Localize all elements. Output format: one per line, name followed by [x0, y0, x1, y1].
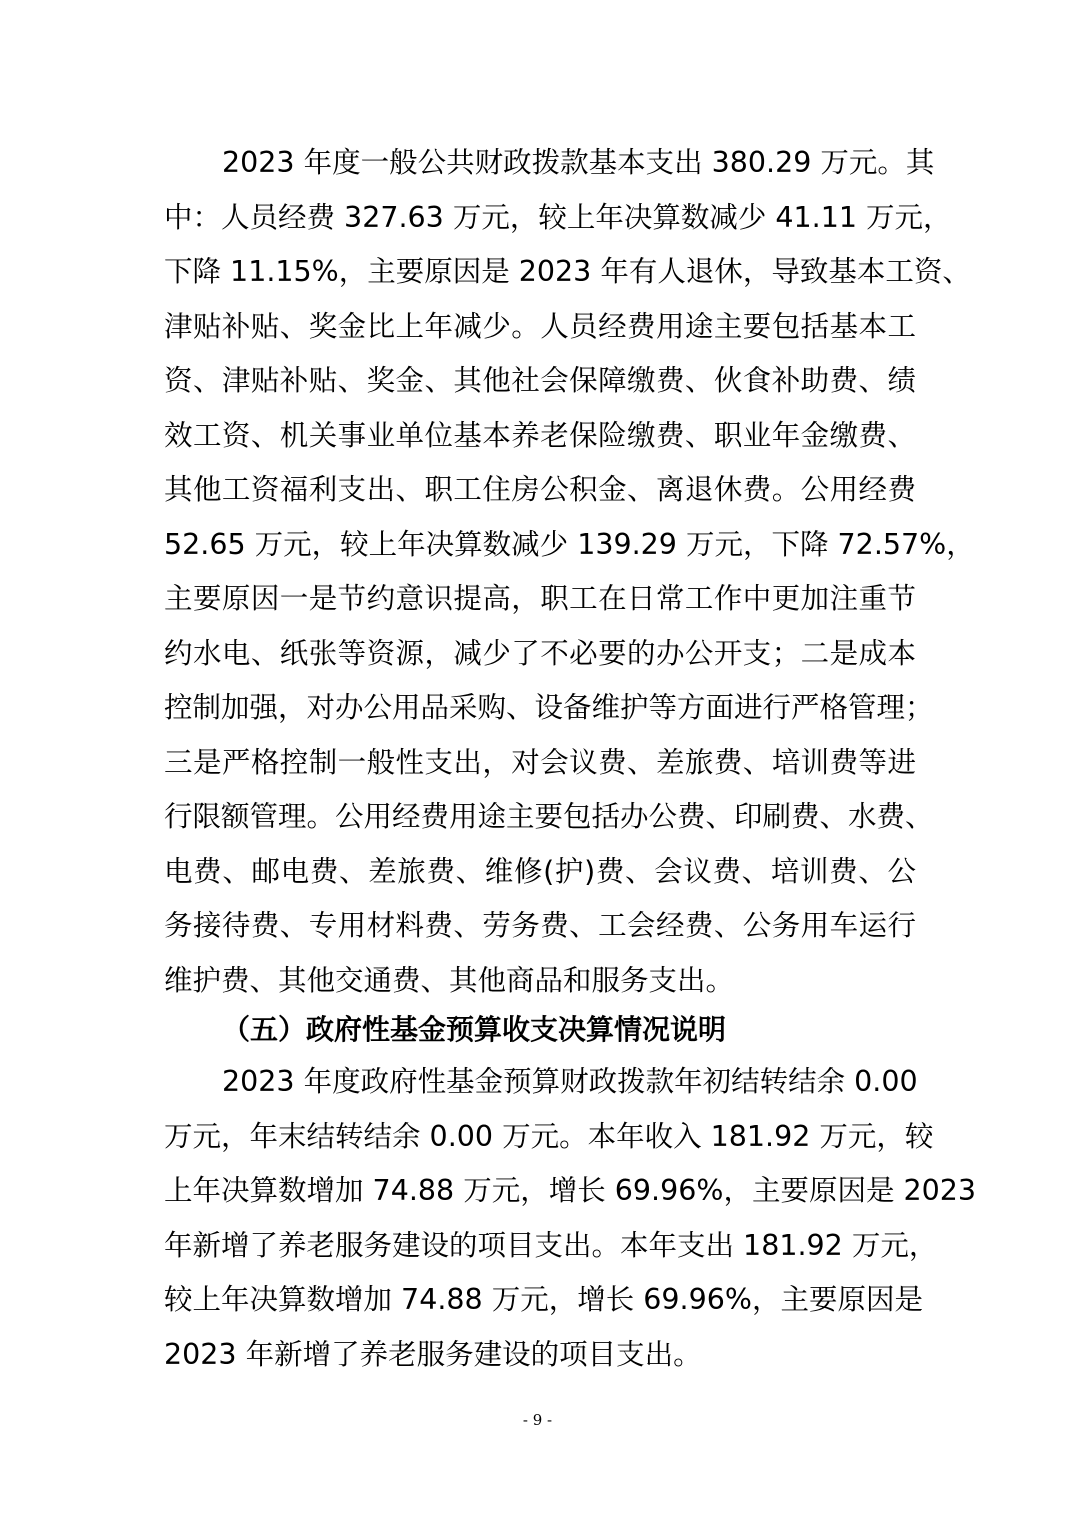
paragraph-government-fund-budget: [164, 1062, 977, 1389]
paragraph-line: 上年决算数增加 74.88 万元，增长 69.96%，主要原因是 2023: [164, 1174, 977, 1207]
paragraph-line: 中：人员经费 327.63 万元，较上年决算数减少 41.11 万元，: [164, 200, 952, 234]
paragraph-line: 维护费、其他交通费、其他商品和服务支出。: [164, 963, 735, 997]
paragraph-line: 下降 11.15%，主要原因是 2023 年有人退休，导致基本工资、: [164, 255, 971, 288]
paragraph-line: 52.65 万元，较上年决算数减少 139.29 万元，下降 72.57%，: [164, 527, 975, 561]
paragraph-line: 津贴补贴、奖金比上年减少。人员经费用途主要包括基本工: [164, 309, 916, 343]
paragraph-line: 三是严格控制一般性支出，对会议费、差旅费、培训费等进: [164, 745, 916, 779]
paragraph-line: 较上年决算数增加 74.88 万元，增长 69.96%，主要原因是: [164, 1283, 923, 1316]
paragraph-line: 行限额管理。公用经费用途主要包括办公费、印刷费、水费、: [164, 800, 934, 833]
paragraph-line: 年新增了养老服务建设的项目支出。本年支出 181.92 万元，: [164, 1228, 938, 1262]
paragraph-line: 主要原因一是节约意识提高，职工在日常工作中更加注重节: [164, 582, 916, 615]
paragraph-line: 电费、邮电费、差旅费、维修(护)费、会议费、培训费、公: [164, 854, 916, 888]
paragraph-line: 效工资、机关事业单位基本养老保险缴费、职业年金缴费、: [164, 418, 916, 452]
paragraph-line: 2023 年度政府性基金预算财政拨款年初结转结余 0.00: [222, 1065, 918, 1098]
paragraph-line: 万元，年末结转结余 0.00 万元。本年收入 181.92 万元，较: [164, 1119, 934, 1153]
paragraph-line: 2023 年度一般公共财政拨款基本支出 380.29 万元。其: [222, 146, 935, 179]
paragraph-line: 务接待费、专用材料费、劳务费、工会经费、公务用车运行: [164, 909, 916, 942]
section-heading: （五）政府性基金预算收支决算情况说明: [222, 1013, 727, 1046]
paragraph-line: 约水电、纸张等资源，减少了不必要的办公开支；二是成本: [164, 636, 916, 670]
paragraph-general-public-budget-basic-expenditure: [164, 143, 975, 1015]
paragraph-line: 资、津贴补贴、奖金、其他社会保障缴费、伙食补助费、绩: [164, 364, 916, 397]
paragraph-line: 2023 年新增了养老服务建设的项目支出。: [164, 1337, 702, 1371]
paragraph-line: 其他工资福利支出、职工住房公积金、离退休费。公用经费: [164, 473, 916, 506]
page-number: - 9 -: [522, 1411, 553, 1429]
paragraph-line: 控制加强，对办公用品采购、设备维护等方面进行严格管理；: [164, 691, 934, 724]
